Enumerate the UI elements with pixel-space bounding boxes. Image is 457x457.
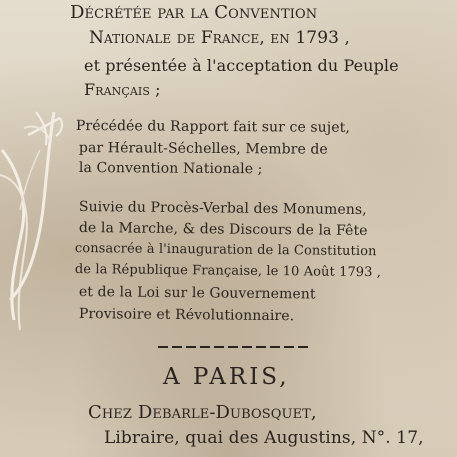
separator-dash: [256, 346, 266, 348]
binding-string: [0, 0, 80, 330]
block2-line2: par Hérault-Séchelles, Membre de: [78, 140, 328, 158]
separator-dash: [186, 346, 196, 348]
separator-dash: [172, 346, 182, 348]
separator-dash: [298, 346, 308, 348]
block3-line6: Provisoire et Révolutionnaire.: [78, 306, 295, 325]
block1-line3: et présentée à l'acceptation du Peuple: [84, 56, 399, 75]
separator-dash: [270, 346, 280, 348]
separator-dash: [284, 346, 294, 348]
separator-dash: [242, 346, 252, 348]
imprint-city: A PARIS,: [163, 364, 290, 390]
block3-line5: et de la Loi sur le Gouvernement: [78, 284, 316, 303]
block3-line2: de la Marche, & des Discours de la Fête: [78, 220, 368, 240]
block3-line3: consacrée à l'inauguration de la Constitution: [74, 241, 377, 260]
block2-line1: Précédée du Rapport fait sur ce sujet,: [75, 118, 350, 136]
block1-line4: Français ;: [84, 80, 161, 99]
separator-dash: [214, 346, 224, 348]
imprint-line2: Libraire, quai des Augustins, N°. 17,: [104, 428, 424, 448]
block2-line3: la Convention Nationale ;: [78, 160, 263, 178]
separator-dash: [158, 346, 168, 348]
block3-line1: Suivie du Procès-Verbal des Monumens,: [78, 199, 367, 219]
separator-dash: [228, 346, 238, 348]
block3-line4: de la République Française, le 10 Août 1793 ,: [74, 262, 382, 281]
imprint-line1: Chez Debarle-Dubosquet,: [88, 402, 317, 423]
separator-dash: [200, 346, 210, 348]
block1-line2: Nationale de France, en 1793 ,: [89, 28, 351, 48]
block1-line1: Décrétée par la Convention: [70, 2, 318, 23]
